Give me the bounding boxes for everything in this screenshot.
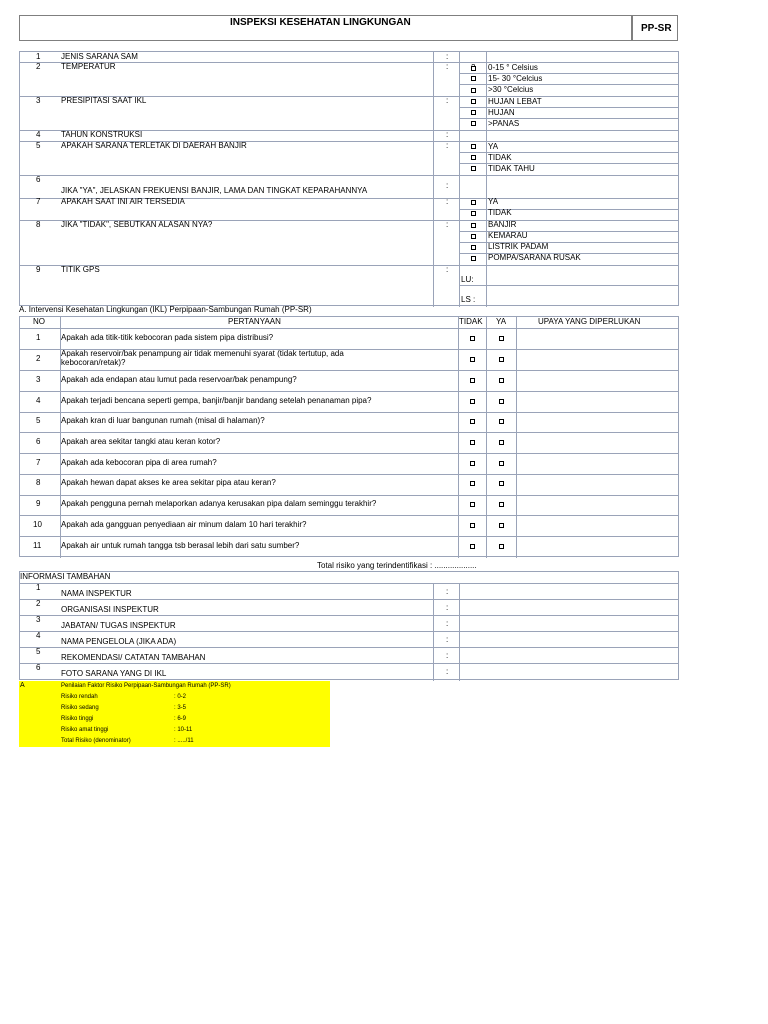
tambahan-colon: : [446,619,449,628]
checkbox-banjir-tidaktahu[interactable] [471,166,476,171]
temp-option-3: >30 °Celcius [488,85,534,94]
alasan-option-3: LISTRIK PADAM [488,242,549,251]
question-no: 11 [33,541,42,550]
info-colon-8: : [446,220,449,229]
info-table [19,51,679,306]
tambahan-no: 6 [36,663,41,672]
col-ya: YA [496,317,507,326]
question-text: Apakah hewan dapat akses ke area sekitar pipa atau keran? [61,478,276,487]
legend-value: : 3-5 [174,705,187,711]
question-text: Apakah ada gangguan penyediaan air minum dalam 10 hari terakhir? [61,520,307,529]
info-label-4: TAHUN KONSTRUKSI [61,130,143,139]
checkbox-alasan-3[interactable] [471,245,476,250]
checkbox-tidak-1[interactable] [470,336,475,341]
legend-value: : 10-11 [174,727,193,733]
info-colon-5: : [446,141,449,150]
temp-option-2: 15- 30 °Celcius [488,74,543,83]
presip-option-1: HUJAN LEBAT [488,97,542,106]
tambahan-no: 1 [36,583,41,592]
info-no-4: 4 [36,130,41,139]
checkbox-tidak-9[interactable] [470,502,475,507]
checkbox-air-tidak[interactable] [471,211,476,216]
tambahan-label: NAMA PENGELOLA (JIKA ADA) [61,637,177,646]
tambahan-colon: : [446,603,449,612]
checkbox-tidak-8[interactable] [470,481,475,486]
info-no-1: 1 [36,52,41,61]
checkbox-presip-1[interactable] [471,99,476,104]
checkbox-ya-1[interactable] [499,336,504,341]
form-code-box [632,15,678,41]
gps-ls[interactable]: LS : [461,295,476,304]
question-no: 10 [33,520,42,529]
info-no-5: 5 [36,141,41,150]
info-colon-3: : [446,96,449,105]
checkbox-presip-2[interactable] [471,110,476,115]
checkbox-alasan-4[interactable] [471,256,476,261]
tambahan-no: 3 [36,615,41,624]
tambahan-colon: : [446,587,449,596]
banjir-option-1: YA [488,142,499,151]
legend-label: Total Risiko (denominator) [61,738,131,744]
form-title: INSPEKSI KESEHATAN LINGKUNGAN [230,17,411,28]
legend-title: Penilaian Faktor Risiko Perpipaan-Sambungan Rumah (PP-SR) [61,683,231,689]
alasan-option-1: BANJIR [488,220,517,229]
question-no: 9 [36,499,41,508]
checkbox-ya-7[interactable] [499,461,504,466]
col-upaya: UPAYA YANG DIPERLUKAN [538,317,641,326]
info-no-2: 2 [36,62,41,71]
tambahan-colon: : [446,651,449,660]
legend-label: Risiko tinggi [61,716,94,722]
question-no: 4 [36,396,41,405]
tambahan-label: ORGANISASI INSPEKTUR [61,605,159,614]
question-no: 5 [36,416,41,425]
banjir-option-2: TIDAK [488,153,512,162]
air-option-1: YA [488,197,499,206]
info-label-9: TITIK GPS [61,265,100,274]
checkbox-tidak-2[interactable] [470,357,475,362]
presip-option-2: HUJAN [488,108,515,117]
info-no-9: 9 [36,265,41,274]
legend-label: Risiko rendah [61,694,98,700]
legend-label: Risiko amat tinggi [61,727,109,733]
info-no-7: 7 [36,197,41,206]
legend-value: : 6-9 [174,716,187,722]
info-colon-1: : [446,52,449,61]
checkbox-tidak-5[interactable] [470,419,475,424]
tambahan-label: NAMA INSPEKTUR [61,589,132,598]
checkbox-temp-1[interactable] [471,76,476,81]
question-no: 7 [36,458,41,467]
form-code: PP-SR [641,23,672,34]
question-text: Apakah terjadi bencana seperti gempa, banjir/banjir bandang setelah penanaman pipa? [61,396,372,405]
checkbox-ya-3[interactable] [499,378,504,383]
question-text: Apakah ada endapan atau lumut pada reservoar/bak penampung? [61,375,297,384]
checkbox-presip-3[interactable] [471,121,476,126]
info-label-2: TEMPERATUR [61,62,116,71]
checkbox-ya-11[interactable] [499,544,504,549]
question-text: Apakah ada titik-titik kebocoran pada sistem pipa distribusi? [61,333,274,342]
checkbox-ya-4[interactable] [499,399,504,404]
checkbox-tidak-7[interactable] [470,461,475,466]
question-text: Apakah air untuk rumah tangga tsb berasal lebih dari satu sumber? [61,541,300,550]
tambahan-no: 5 [36,647,41,656]
question-text: Apakah pengguna pernah melaporkan adanya kerusakan pipa dalam seminggu terakhir? [61,499,377,508]
tambahan-no: 2 [36,599,41,608]
info-label-3: PRESIPITASI SAAT IKL [61,96,147,105]
gps-lu[interactable]: LU: [461,275,474,284]
checkbox-tidak-11[interactable] [470,544,475,549]
info-label-5: APAKAH SARANA TERLETAK DI DAERAH BANJIR [61,141,247,150]
checkbox-tidak-10[interactable] [470,523,475,528]
question-no: 3 [36,375,41,384]
checkbox-ya-2[interactable] [499,357,504,362]
tambahan-label: FOTO SARANA YANG DI IKL [61,669,167,678]
question-text: Apakah area sekitar tangki atau keran kotor? [61,437,221,446]
air-option-2: TIDAK [488,208,512,217]
form-header [19,15,632,41]
checkbox-tidak-4[interactable] [470,399,475,404]
banjir-option-3: TIDAK TAHU [488,164,535,173]
question-text: Apakah kran di luar bangunan rumah (misal di halaman)? [61,416,265,425]
question-no: 1 [36,333,41,342]
info-no-8: 8 [36,220,41,229]
alasan-option-2: KEMARAU [488,231,528,240]
tambahan-label: REKOMENDASI/ CATATAN TAMBAHAN [61,653,206,662]
checkbox-alasan-2[interactable] [471,234,476,239]
alasan-option-4: POMPA/SARANA RUSAK [488,253,581,262]
info-label-6: JIKA "YA", JELASKAN FREKUENSI BANJIR, LAMA DAN TINGKAT KEPARAHANNYA [61,186,368,195]
checkbox-ya-5[interactable] [499,419,504,424]
question-text-2: kebocoran/retak)? [61,358,126,367]
info-label-8: JIKA "TIDAK", SEBUTKAN ALASAN NYA? [61,220,213,229]
checkbox-ya-9[interactable] [499,502,504,507]
checkbox-banjir-tidak[interactable] [471,155,476,160]
checkbox-tidak-6[interactable] [470,440,475,445]
question-text: Apakah reservoir/bak penampung air tidak memenuhi syarat (tidak tertutup, ada [61,349,344,358]
tambahan-colon: : [446,635,449,644]
checkbox-temp-2[interactable] [471,88,476,93]
legend-label: Risiko sedang [61,705,99,711]
checkbox-temp-0[interactable] [471,66,476,71]
info-no-6: 6 [36,175,41,184]
info-colon-6: : [446,181,449,190]
question-no: 6 [36,437,41,446]
tambahan-label: JABATAN/ TUGAS INSPEKTUR [61,621,176,630]
info-label-7: APAKAH SAAT INI AIR TERSEDIA [61,197,185,206]
checkbox-alasan-1[interactable] [471,223,476,228]
tambahan-no: 4 [36,631,41,640]
info-colon-9: : [446,265,449,274]
checkbox-ya-6[interactable] [499,440,504,445]
presip-option-3: >PANAS [488,119,520,128]
checkbox-banjir-ya[interactable] [471,144,476,149]
checkbox-air-ya[interactable] [471,200,476,205]
tambahan-colon: : [446,667,449,676]
checkbox-ya-10[interactable] [499,523,504,528]
col-pertanyaan: PERTANYAAN [228,317,281,326]
legend-value: : ...../11 [174,738,194,744]
question-no: 8 [36,478,41,487]
info-colon-7: : [446,197,449,206]
legend-value: : 0-2 [174,694,187,700]
info-label-1: JENIS SARANA SAM [61,52,138,61]
question-text: Apakah ada kebocoran pipa di area rumah? [61,458,217,467]
checkbox-ya-8[interactable] [499,481,504,486]
total-risk: Total risiko yang terindentifikasi : ................... [317,561,477,570]
col-tidak: TIDAK [459,317,483,326]
info-no-3: 3 [36,96,41,105]
col-no: NO [33,317,45,326]
legend-marker: A [20,682,25,689]
checkbox-tidak-3[interactable] [470,378,475,383]
info-colon-4: : [446,130,449,139]
info-colon-2: : [446,62,449,71]
risk-legend [19,681,330,747]
section-a-title: A. Intervensi Kesehatan Lingkungan (IKL) Perpipaan-Sambungan Rumah (PP-SR) [19,305,312,314]
temp-option-1: 0-15 ° Celsius [488,63,538,72]
question-no: 2 [36,354,41,363]
info-tambahan-title: INFORMASI TAMBAHAN [20,572,111,581]
